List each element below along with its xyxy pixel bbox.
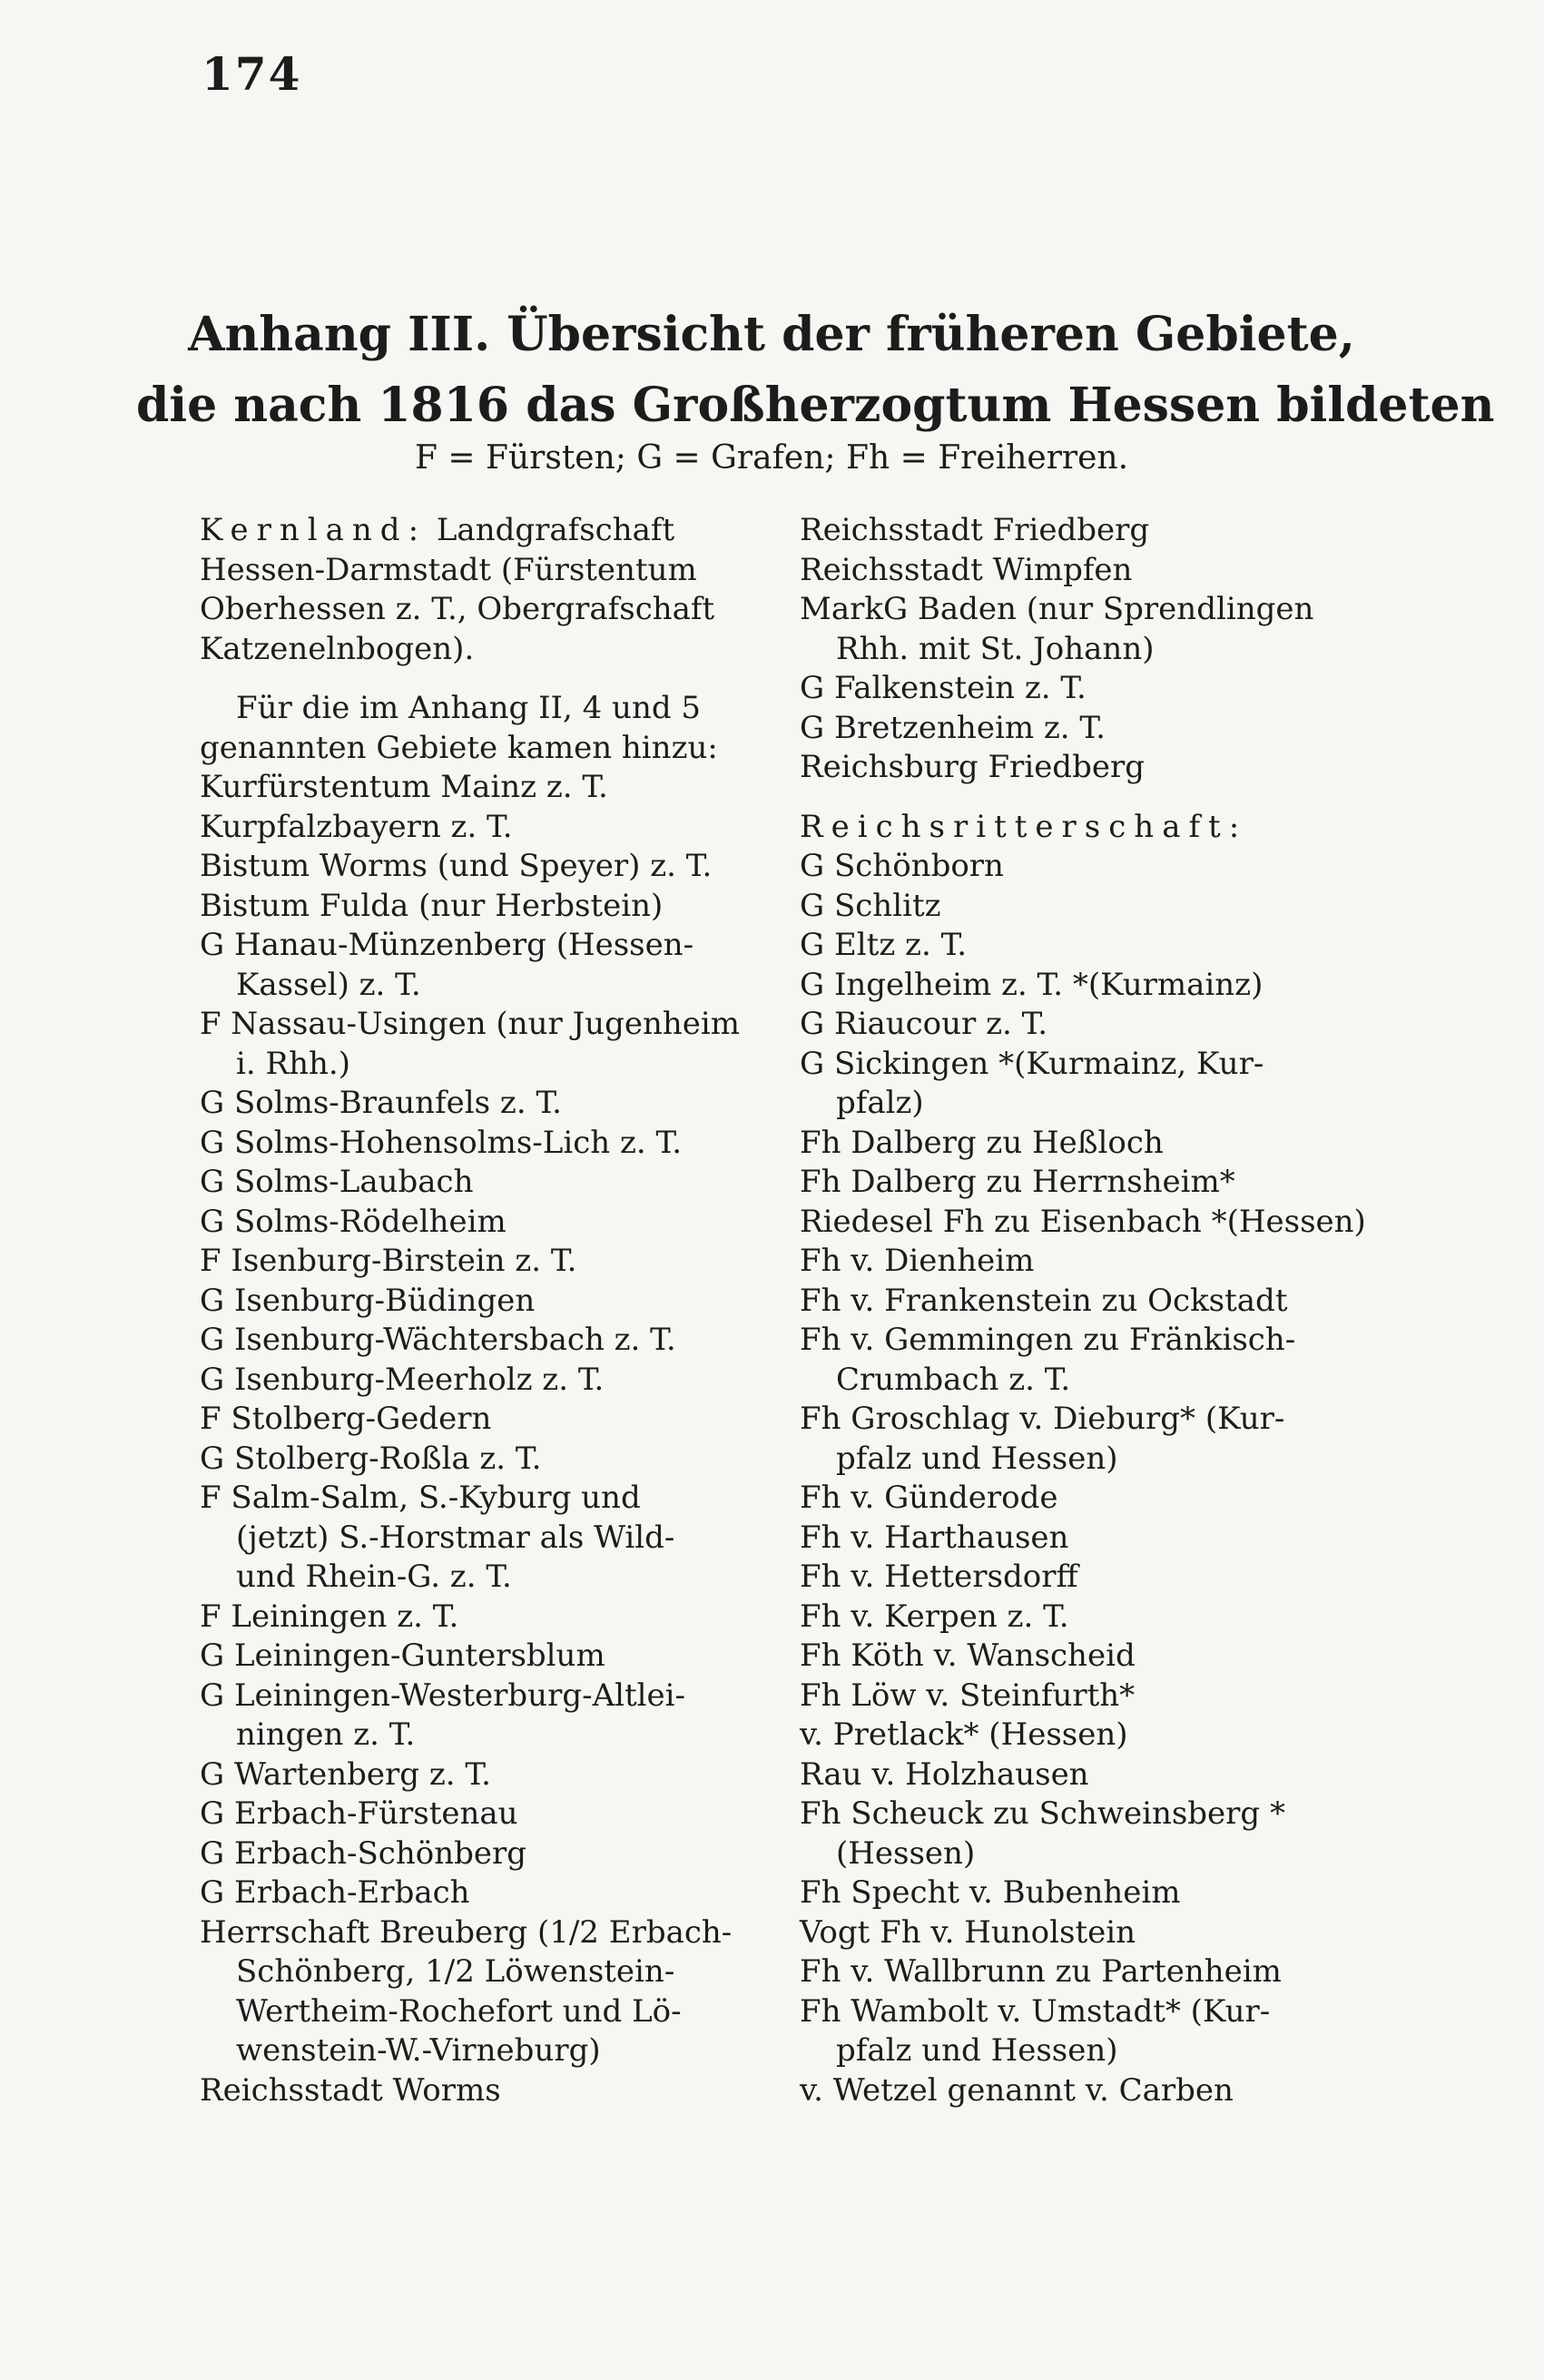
list-item: G Schlitz bbox=[800, 887, 941, 924]
list-item: Bistum Worms (und Speyer) z. T. bbox=[200, 848, 713, 884]
kernland-label: Kernland: bbox=[200, 512, 428, 548]
list-item: Reichsstadt Friedberg bbox=[800, 512, 1150, 548]
intro-line: Für die im Anhang II, 4 und 5 bbox=[236, 690, 702, 726]
list-item: Fh v. Dienheim bbox=[800, 1243, 1035, 1279]
list-item: v. Pretlack* (Hessen) bbox=[800, 1716, 1128, 1753]
intro-line: genannten Gebiete kamen hinzu: bbox=[200, 729, 718, 766]
list-item: Reichsstadt Worms bbox=[200, 2071, 501, 2109]
list-item: Fh v. Frankenstein zu Ockstadt bbox=[800, 1282, 1288, 1319]
list-item: G Isenburg-Wächtersbach z. T. bbox=[200, 1322, 676, 1358]
list-item: Fh Köth v. Wanscheid bbox=[800, 1637, 1136, 1674]
list-item: MarkG Baden (nur Sprendlingen bbox=[800, 591, 1314, 627]
list-item: F Stolberg-Gedern bbox=[200, 1401, 492, 1437]
list-item: (jetzt) S.-Horstmar als Wild- bbox=[236, 1519, 675, 1556]
list-item: G Ingelheim z. T. *(Kurmainz) bbox=[800, 966, 1264, 1003]
list-item: Rau v. Holzhausen bbox=[800, 1755, 1089, 1793]
list-item: Reichsburg Friedberg bbox=[800, 749, 1145, 785]
list-item: Fh v. Gemmingen zu Fränkisch- bbox=[800, 1322, 1296, 1358]
list-item: Vogt Fh v. Hunolstein bbox=[800, 1913, 1136, 1951]
list-item: G Solms-Rödelheim bbox=[200, 1203, 506, 1240]
list-item: G Leiningen-Guntersblum bbox=[200, 1637, 605, 1674]
list-item: Rhh. mit St. Johann) bbox=[836, 630, 1155, 667]
list-item: Kurpfalzbayern z. T. bbox=[200, 808, 513, 845]
list-item: Fh v. Günderode bbox=[800, 1480, 1058, 1516]
left-column bbox=[200, 511, 744, 2110]
paragraph-gap bbox=[800, 788, 1381, 808]
list-item: Herrschaft Breuberg (1/2 Erbach- bbox=[200, 1913, 733, 1951]
list-item: ningen z. T. bbox=[236, 1716, 416, 1753]
list-item: F Leiningen z. T. bbox=[200, 1598, 459, 1635]
list-item: pfalz) bbox=[836, 1085, 924, 1121]
list-item: (Hessen) bbox=[836, 1834, 976, 1872]
list-item: G Sickingen *(Kurmainz, Kur- bbox=[800, 1045, 1264, 1082]
list-item: G Erbach-Fürstenau bbox=[200, 1795, 518, 1832]
list-item: wenstein-W.-Virneburg) bbox=[236, 2032, 601, 2069]
page-number: 174 bbox=[202, 47, 302, 101]
list-item: G Leiningen-Westerburg-Altlei- bbox=[200, 1677, 686, 1714]
list-item: G Erbach-Schönberg bbox=[200, 1834, 527, 1872]
list-item: G Solms-Hohensolms-Lich z. T. bbox=[200, 1124, 683, 1161]
kernland-line: Hessen-Darmstadt (Fürstentum bbox=[200, 551, 697, 588]
list-item: Fh v. Wallbrunn zu Partenheim bbox=[800, 1953, 1282, 1990]
list-item: Fh Scheuck zu Schweinsberg * bbox=[800, 1795, 1286, 1832]
paragraph-gap bbox=[200, 669, 744, 689]
list-item: Fh Wambolt v. Umstadt* (Kur- bbox=[800, 1992, 1271, 2030]
list-item: G Falkenstein z. T. bbox=[800, 670, 1087, 706]
list-item: G Eltz z. T. bbox=[800, 927, 968, 963]
list-item: Reichsstadt Wimpfen bbox=[800, 551, 1133, 588]
list-item: i. Rhh.) bbox=[236, 1045, 350, 1082]
list-item: Fh v. Kerpen z. T. bbox=[800, 1598, 1069, 1635]
heading-line-2: die nach 1816 das Großherzogtum Hessen bildeten bbox=[136, 378, 1495, 433]
list-item: Kassel) z. T. bbox=[236, 966, 421, 1003]
list-item: Fh v. Harthausen bbox=[800, 1519, 1069, 1556]
list-item: F Nassau-Usingen (nur Jugenheim bbox=[200, 1006, 740, 1042]
list-item: G Solms-Laubach bbox=[200, 1164, 474, 1200]
list-item: G Hanau-Münzenberg (Hessen- bbox=[200, 927, 694, 963]
list-item: G Solms-Braunfels z. T. bbox=[200, 1085, 562, 1121]
kernland-line: Katzenelnbogen). bbox=[200, 630, 475, 667]
list-item: Wertheim-Rochefort und Lö- bbox=[236, 1992, 682, 2030]
list-item: G Wartenberg z. T. bbox=[200, 1755, 491, 1793]
list-item: pfalz und Hessen) bbox=[836, 2032, 1118, 2069]
list-item: F Isenburg-Birstein z. T. bbox=[200, 1243, 577, 1279]
right-entry-list-top bbox=[800, 511, 1381, 788]
list-item: G Schönborn bbox=[800, 848, 1004, 884]
list-item: Fh Dalberg zu Herrnsheim* bbox=[800, 1164, 1235, 1200]
page-heading bbox=[136, 300, 1495, 441]
list-item: G Erbach-Erbach bbox=[200, 1874, 470, 1911]
ritterschaft-label: Reichsritterschaft: bbox=[800, 808, 1248, 845]
list-item: Fh Dalberg zu Heßloch bbox=[800, 1124, 1164, 1161]
list-item: Fh Specht v. Bubenheim bbox=[800, 1874, 1181, 1911]
list-item: G Isenburg-Meerholz z. T. bbox=[200, 1361, 605, 1398]
list-item: Riedesel Fh zu Eisenbach *(Hessen) bbox=[800, 1203, 1366, 1240]
list-item: und Rhein-G. z. T. bbox=[236, 1559, 512, 1595]
kernland-line: Oberhessen z. T., Obergrafschaft bbox=[200, 591, 715, 627]
list-item: G Isenburg-Büdingen bbox=[200, 1282, 536, 1319]
list-item: Kurfürstentum Mainz z. T. bbox=[200, 769, 608, 805]
list-item: G Stolberg-Roßla z. T. bbox=[200, 1440, 542, 1477]
heading-line-1: Anhang III. Übersicht der früheren Gebiete, bbox=[188, 307, 1355, 362]
right-column bbox=[800, 511, 1381, 2110]
list-item: G Bretzenheim z. T. bbox=[800, 709, 1106, 746]
list-item: Fh v. Hettersdorff bbox=[800, 1559, 1078, 1595]
list-item: G Riaucour z. T. bbox=[800, 1006, 1048, 1042]
kernland-text: Landgrafschaft bbox=[436, 512, 675, 548]
list-item: Schönberg, 1/2 Löwenstein- bbox=[236, 1953, 675, 1990]
list-item: Bistum Fulda (nur Herbstein) bbox=[200, 887, 664, 924]
abbreviation-legend: F = Fürsten; G = Grafen; Fh = Freiherren. bbox=[414, 439, 1129, 477]
list-item: Fh Löw v. Steinfurth* bbox=[800, 1677, 1136, 1714]
kernland-line bbox=[200, 511, 744, 551]
list-item: pfalz und Hessen) bbox=[836, 1440, 1118, 1477]
list-item: F Salm-Salm, S.-Kyburg und bbox=[200, 1480, 641, 1516]
left-entry-list bbox=[200, 768, 744, 2110]
right-entry-list-bottom bbox=[800, 847, 1381, 2110]
list-item: v. Wetzel genannt v. Carben bbox=[800, 2071, 1234, 2109]
list-item: Fh Groschlag v. Dieburg* (Kur- bbox=[800, 1401, 1285, 1437]
list-item: Crumbach z. T. bbox=[836, 1361, 1071, 1398]
